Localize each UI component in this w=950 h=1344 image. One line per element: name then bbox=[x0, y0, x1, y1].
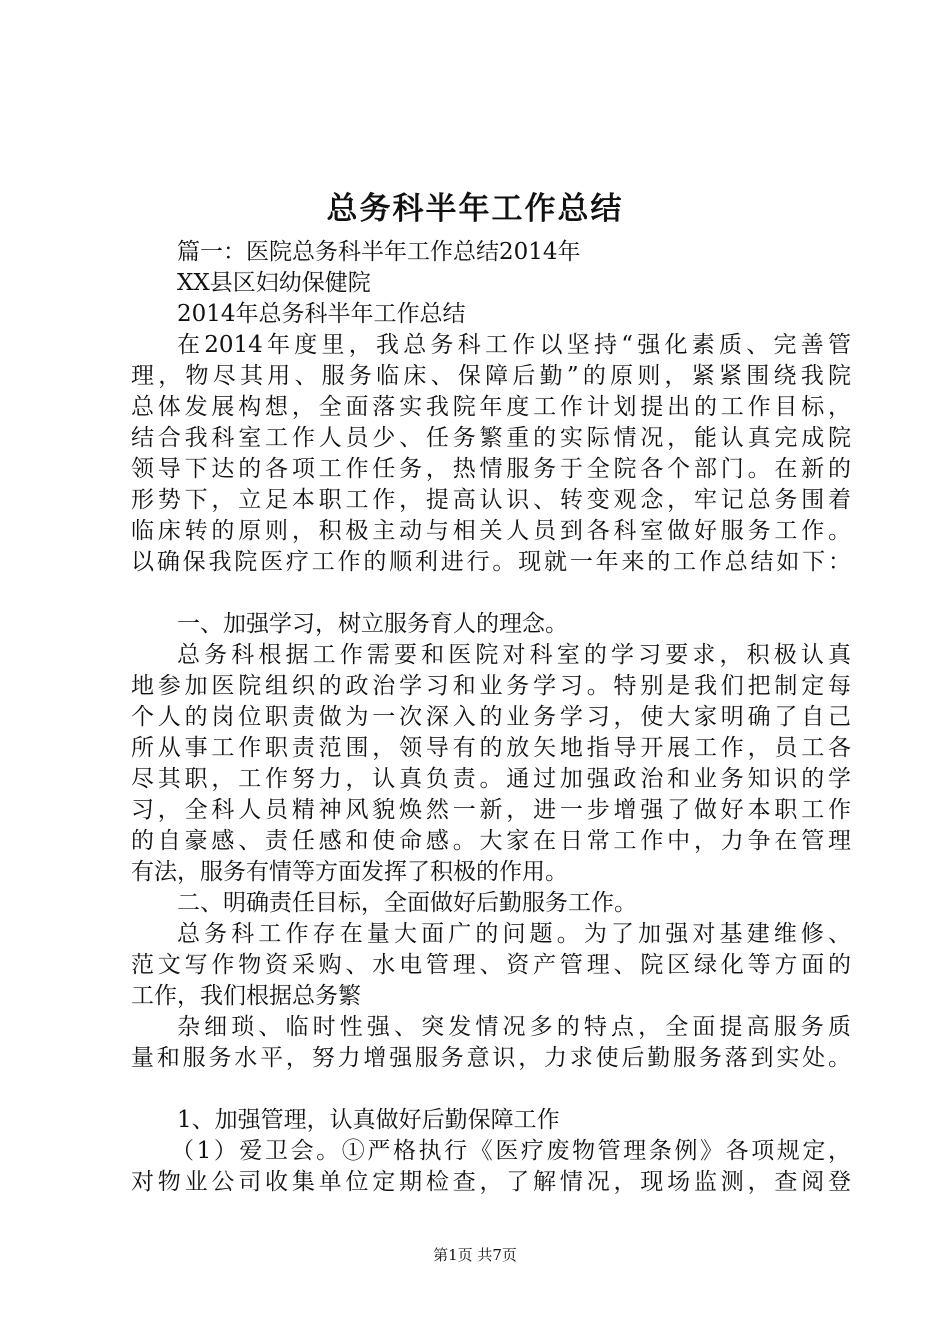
text-line: 篇一：医院总务科半年工作总结2014年 bbox=[177, 239, 581, 265]
text-line: 量和服务水平，努力增强服务意识，力求使后勤服务落到实处。 bbox=[131, 1045, 851, 1071]
document-body bbox=[131, 237, 851, 1198]
text-line: 尽其职，工作努力，认真负责。通过加强政治和业务知识的学 bbox=[131, 766, 851, 792]
text-line: 结合我科室工作人员少、任务繁重的实际情况，能认真完成院 bbox=[131, 425, 851, 451]
text-line: 的自豪感、责任感和使命感。大家在日常工作中，力争在管理 bbox=[131, 828, 851, 854]
text-line: 总体发展构想，全面落实我院年度工作计划提出的工作目标， bbox=[131, 394, 851, 420]
text-line: 工作，我们根据总务繁 bbox=[131, 983, 361, 1009]
paragraph-gap bbox=[131, 578, 851, 609]
text-line: 对物业公司收集单位定期检查，了解情况，现场监测，查阅登 bbox=[131, 1169, 851, 1195]
section-heading: 一、加强学习，树立服务育人的理念。 bbox=[177, 611, 568, 637]
subsection-heading: 1、加强管理，认真做好后勤保障工作 bbox=[177, 1107, 560, 1133]
section-heading: 二、明确责任目标，全面做好后勤服务工作。 bbox=[177, 890, 637, 916]
text-line: 习，全科人员精神风貌焕然一新，进一步增强了做好本职工作 bbox=[131, 797, 851, 823]
text-line: 地参加医院组织的政治学习和业务学习。特别是我们把制定每 bbox=[131, 673, 851, 699]
text-line: 形势下，立足本职工作，提高认识、转变观念，牢记总务围着 bbox=[131, 487, 851, 513]
text-line: 杂细琐、临时性强、突发情况多的特点，全面提高服务质 bbox=[177, 1014, 851, 1040]
page-footer: 第1页 共7页 bbox=[433, 1246, 517, 1264]
text-line: （1）爱卫会。①严格执行《医疗废物管理条例》各项规定， bbox=[171, 1138, 851, 1164]
text-line: 总务科工作存在量大面广的问题。为了加强对基建维修、 bbox=[177, 921, 851, 947]
text-line: 所从事工作职责范围，领导有的放矢地指导开展工作，员工各 bbox=[131, 735, 851, 761]
text-line: 理，物尽其用、服务临床、保障后勤”的原则，紧紧围绕我院 bbox=[131, 363, 851, 389]
paragraph-gap bbox=[131, 1074, 851, 1105]
text-line: 在2014年度里，我总务科工作以坚持“强化素质、完善管 bbox=[177, 332, 851, 358]
text-line: 个人的岗位职责做为一次深入的业务学习，使大家明确了自己 bbox=[131, 704, 851, 730]
text-line: XX县区妇幼保健院 bbox=[177, 270, 371, 296]
text-line: 临床转的原则，积极主动与相关人员到各科室做好服务工作。 bbox=[131, 518, 851, 544]
text-line: 2014年总务科半年工作总结 bbox=[177, 301, 466, 327]
text-line: 领导下达的各项工作任务，热情服务于全院各个部门。在新的 bbox=[131, 456, 851, 482]
text-line: 有法，服务有情等方面发挥了积极的作用。 bbox=[131, 859, 568, 885]
text-line: 范文写作物资采购、水电管理、资产管理、院区绿化等方面的 bbox=[131, 952, 851, 978]
page-title: 总务科半年工作总结 bbox=[326, 191, 624, 227]
text-line: 以确保我院医疗工作的顺利进行。现就一年来的工作总结如下： bbox=[131, 549, 851, 575]
text-line: 总务科根据工作需要和医院对科室的学习要求，积极认真 bbox=[177, 642, 851, 668]
